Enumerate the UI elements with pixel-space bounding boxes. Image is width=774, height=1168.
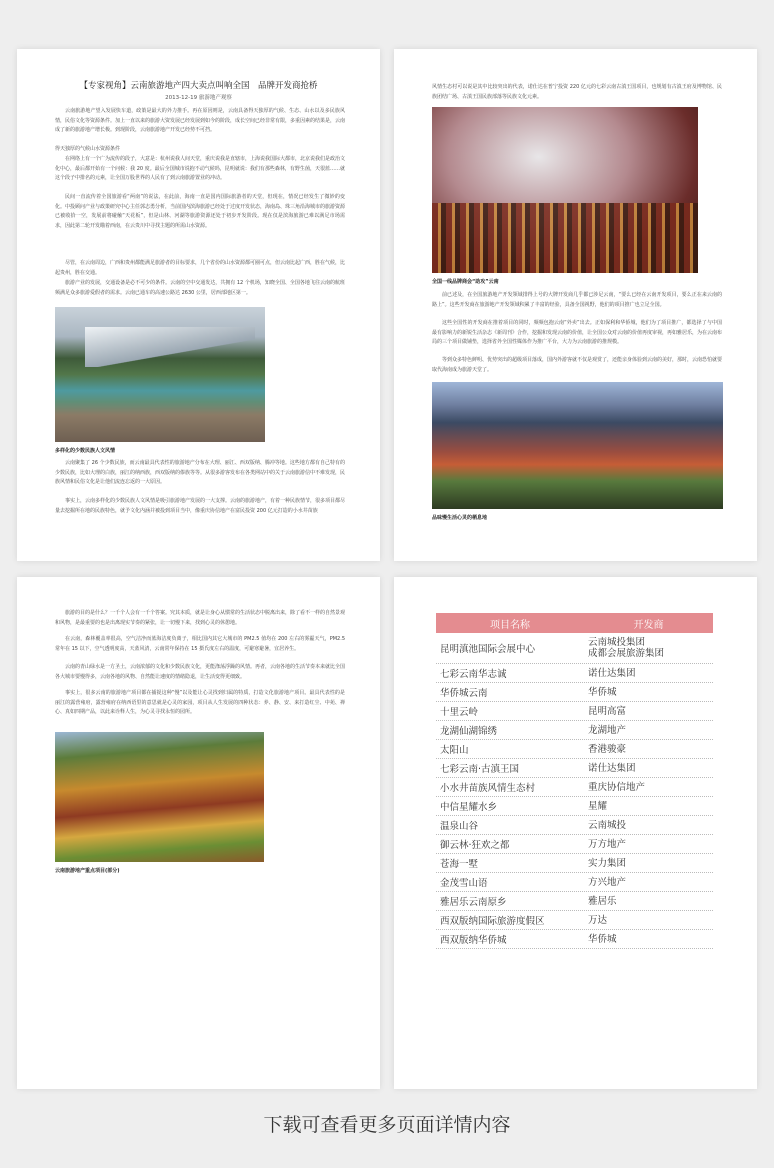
colorful-fields-photo [432,382,723,509]
developer-cell [584,858,713,869]
project-name-cell: 西双版纳国际旅游度假区 [440,916,545,927]
table-row [436,911,713,930]
developer-cell [584,877,713,888]
paragraph: 在网络上有一个广为流传的段子，大意是：杭州说我人间天堂，重庆说我是直辖市，上海说我国际大都市，北京说我们是政治文化中心，最后都开始有一个问候：我 20 度。最后全国城市说抱不动气候吗，昆明就说：我们有那些森林，有野生菌，天很蓝……就这个段子中排名的元素，让全国万股世界的人民有了到云南旅游置业的冲动。 [55,156,346,182]
project-name-cell: 金茂雪山语 [440,878,488,889]
paragraph: 尽管，在云南周边，广西和贵州都能满足旅游者的目标要求，几个省份的山水资源都可圈可点，但云南比起广西，胜在气候，比起贵州，胜在交通。 [55,260,346,276]
project-name-cell: 御云林·狂欢之都 [440,840,510,851]
developer-cell [584,839,713,850]
developer-name: 云南城投 [588,819,627,831]
table-body [436,633,713,949]
developer-name: 雅居乐 [588,895,617,907]
developer-name: 香港骏豪 [588,743,627,755]
paragraph: 云南的青山绿水是一方圣土，云南浓郁的文化和少数民族文化，更能涤荡浮躁的风情。再者，云南各地的生活节奏本来就比全国各大城市要慢得多，云南各地的风物、自然能让速度的情绪隐退，让生活变得更细致。 [55,664,346,680]
developer-name: 实力集团 [588,857,627,869]
developer-name: 重庆协信地产 [588,781,646,793]
paragraph: 云南旅游地产望入发展快车道，政策是最大的外力推手。再在原因则是，云南具备得天独厚的气候、生态、山水以及多民族风情，民俗文化等资源条件。加上一直以来的旅游大资发展已经发展到如今的阶段，成长空间已经非常有限，多重因素的结果是，云南成了新的旅游地产增长极。到现阶段，云南旅游地产开发已经势不可挡。 [55,108,346,134]
developer-cell [584,744,713,755]
photo-caption: 品味慢生活心灵的栖息地 [432,515,488,521]
table-row [436,835,713,854]
developer-cell [584,687,713,698]
table-row [436,892,713,911]
developer-name: 成都会展旅游集团 [588,648,665,659]
developer-name: 方兴地产 [588,876,627,888]
project-name-cell: 十里云岭 [440,707,479,718]
project-name-cell: 龙湖仙湖锦绣 [440,726,498,737]
developer-name: 星耀 [588,800,608,812]
table-row [436,816,713,835]
project-name-cell: 西双版纳华侨城 [440,935,507,946]
paragraph: 事实上，很多云南的旅游地产项目都在捕捉这种“慢”以及能让心灵找到归属的特质，打造文化旅游地产项目。最具代表性的是丽江的露营雍府，露营雍府在纳西语里的意思就是心灵的家园，项目从人生发展的四种状态：养、静、安、来打造红尘、中苑、禅心、真如四期产品，以此来诠释人生，为心灵寻找永恒的园所。 [55,690,345,716]
developer-cell [584,637,713,659]
table-row [436,721,713,740]
table-row [436,759,713,778]
developer-cell [584,668,713,679]
paragraph: 风情生态村可以说是其中比较突出的代表，诺仕达在普宁投资 220 亿元的七彩云南古滇王国项目，也规划有古滇王府及博物馆、民族团结广场、古滇王国民族部落等民族文化元素。 [432,84,722,100]
project-name-cell: 昆明滇池国际会展中心 [440,644,536,655]
table-row [436,740,713,759]
terraced-fields-photo [55,732,264,862]
article-title: 【专家视角】云南旅游地产四大卖点叫响全国 品牌开发商抢桥 [79,81,318,91]
table-row [436,683,713,702]
table-row [436,702,713,721]
table-row [436,778,713,797]
photo-caption: 云南旅游地产重点项目(部分) [55,868,120,874]
project-name-cell: 华侨城云南 [440,688,488,699]
project-name-cell: 七彩云南华志诚 [440,669,507,680]
developer-name: 万达 [588,914,608,926]
table-header [436,613,713,633]
paragraph: 这些全国性的开发商在推着项目的同时，频频包抱云南“外卖”出去。正如保利和华侨城，他们为了项目推广，都选择了与中国最有影响力的新锐生活杂志《新周刊》合作，挖掘和发现云南的价值，让全国公众对云南的价值再度审视，再如雅居乐，为在云南布局的三个项目做铺垫，选择省外全国性媒体作为推广平台，大力为云南旅游的推规模。 [432,320,723,346]
article-meta: 2013-12-19 旅游地产观察 [165,95,232,101]
developer-cell [584,763,713,774]
developer-name: 华侨城 [588,933,617,945]
lake-mountain-photo [55,307,265,442]
photo-caption: 全国一线品牌商会“助攻”云南 [432,279,499,285]
developer-cell [584,896,713,907]
project-name-cell: 温泉山谷 [440,821,479,832]
developer-cell [584,820,713,831]
developer-cell [584,801,713,812]
photo-caption: 多样化的少数民族人文风情 [55,448,116,454]
document-page-4 [394,577,757,1089]
header-developer: 开发商 [633,619,664,631]
paragraph: 云南聚集了 26 个少数民族，而云南最具代表性的旅游地产分布在大理、丽江、西双版纳、腾冲等地。这些地方都有自己特有的少数民族，比如大理的白族，丽江的纳西族，西双版纳的傣族等等。从很多游客发布在各类网站中的关于云南旅游信中不难发现，民族风情和民俗文化是让他们流连忘返的一大原因。 [55,460,346,486]
developer-name: 云南城投集团 [588,637,646,648]
document-page-3 [17,577,380,1089]
project-developer-table [436,613,713,949]
developer-name: 昆明高富 [588,705,627,717]
developer-cell [584,782,713,793]
paragraph: 民间一直流传着全国旅游看“两南”的说法，在此前，海南一直是国内国际旅游者的天堂，但现在，情况已经发生了微妙的变化。中投顾问产业与政策研究中心主任郭志勇分析，当前国内滨海旅游已经处于过度开发状态，海南岛、珠三角沿海城市的旅游资源已被收拾一空，发展前将碰触“天花板”，但是山林、河湖等旅游资源还处于初步开发阶段。现在仅是滨海旅游已难以满足市场需求，因此第二轮开发瞄着西南，在云贵川中寻找主题的所需山水资源。 [55,194,346,230]
project-name-cell: 小水井苗族风情生态村 [440,783,536,794]
paragraph: 旅游的目的是什么？一千个人会有一千个答案。究其本质，就是让身心从惯常的生活状态中脱离出来，除了看不一样的自然景观和风物，是最重要的也是出离现实节奏的紧张，让一切慢下来，找到心灵的休憩地。 [55,610,346,626]
table-row [436,664,713,683]
developer-name: 诺仕达集团 [588,762,636,774]
developer-name: 万方地产 [588,838,627,850]
table-row [436,633,713,664]
table-row [436,873,713,892]
project-name-cell: 雅居乐云南原乡 [440,897,507,908]
developer-name: 诺仕达集团 [588,667,636,679]
header-project-name: 项目名称 [490,619,530,631]
paragraph: 旅游产业的发展，交通设备是必不可少的条件。云南的空中交通发达，共拥有 12 个机场，知晓全国、全国各地飞往云南的航班频满足众多旅游爱假者的需求。云南已通车的高速公路达 2630 公里，居西部地区第一。 [55,280,345,296]
developer-name: 龙湖地产 [588,724,627,736]
project-name-cell: 太阳山 [440,745,469,756]
festival-crowd-photo [432,107,698,273]
developer-cell [584,706,713,717]
table-row [436,854,713,873]
paragraph: 在云南，森林覆盖率很高，空气洁净而蓝海洁度负离子，相比国内其它大城市的 PM2.5 值均在 200 左右的雾霾天气，PM2.5 常年在 15 以下，空气透明度高，天蓝风清，云南常年保持在 15 摄氏度左右的温度，可避寒避暑，宜居养生。 [55,636,345,652]
section-heading: 得天独厚的气候山水资源条件 [55,146,121,152]
developer-cell [584,725,713,736]
developer-cell [584,934,713,945]
paragraph: 等到众多特色鲜明、优势突出的超级项目落成，国内外游客就不仅是观赏了，还能亲身体验到云南的美好，那时，云南恐怕就要取代海南成为旅游天堂了。 [432,357,723,373]
developer-name: 华侨城 [588,686,617,698]
paragraph: 事实上，云南多样化的少数民族人文风情是吸引旅游地产发展的一大支撑。云南的旅游地产，有着一种民族情节，很多项目都尽量去挖掘所在地的民族特色，就予文化内涵并被投到项目当中，像重庆协信地产在富民投资 200 亿元打造的小水井苗族 [55,498,346,514]
project-name-cell: 七彩云南·古滇王国 [440,764,520,775]
table-row [436,797,713,816]
document-page-2 [394,49,757,561]
download-more-footer[interactable]: 下载可查看更多页面详情内容 [263,1114,511,1136]
paragraph: 前已述及，在全国旅游地产开发领域排得上号的大牌开发商几乎都已涉足云南，“要么已经在云南开发项目，要么正在来云南的路上”。这些开发商在旅游地产开发领域积累了丰富的经验，具备全国视野，他们的项目推广也立足全国。 [432,292,722,308]
table-row [436,930,713,949]
project-name-cell: 中信星耀水乡 [440,802,498,813]
document-page-1 [17,49,380,561]
project-name-cell: 苍海一墅 [440,859,479,870]
developer-cell [584,915,713,926]
